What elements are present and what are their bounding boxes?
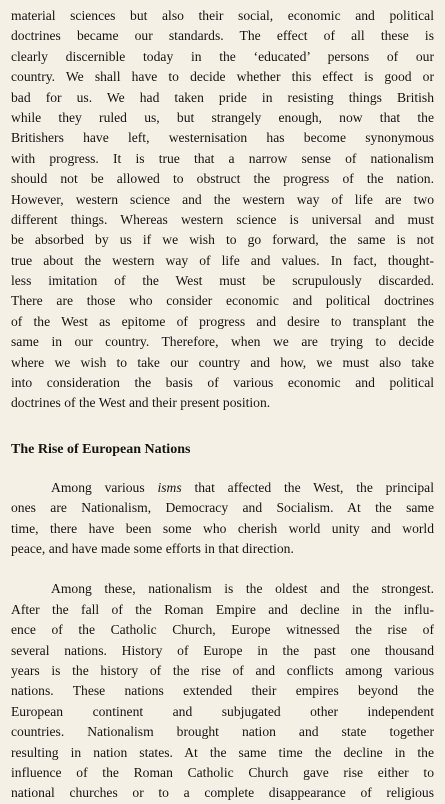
text-line: with progress. It is true that a narrow sense of nationalism (11, 150, 434, 166)
text-line: influence of the Roman Catholic Church gave rise either to (11, 764, 434, 780)
text-line: ones are Nationalism, Democracy and Socialism. At the same (11, 500, 434, 516)
paragraph-westernisation (11, 6, 434, 414)
text-line: However, western science and the western way of life are two (11, 191, 434, 207)
text-line: should not be allowed to obstruct the progress of the nation. (11, 171, 434, 187)
text-line: doctrines of the West and their present position. (11, 395, 271, 411)
text-line: clearly discernible today in the ‘educated’ persons of our (11, 48, 434, 64)
text-line: into consideration the basis of various economic and political (11, 375, 434, 391)
text-line: material sciences but also their social, economic and political (11, 8, 434, 23)
text-line: European continent and subjugated other independent (11, 703, 434, 719)
text-line: ence of the Catholic Church, Europe witnessed the rise of (11, 622, 434, 638)
text-line: several nations. History of Europe in the past one thousand (11, 642, 434, 658)
italic-term: isms (157, 479, 182, 495)
text-run: Among various (51, 479, 158, 495)
paragraph-isms (11, 478, 434, 560)
text-line: while they ruled us, but strangely enough, now that the (11, 109, 434, 125)
text-line: true about the western way of life and values. In fact, thought- (11, 252, 434, 268)
text-line: country. We shall have to decide whether this effect is good or (11, 69, 434, 85)
text-line: resulting in nation states. At the same time the decline in the (11, 744, 434, 760)
text-line: time, there have been some who cherish world unity and world (11, 520, 434, 536)
text-line: national churches or to a complete disappearance of religious (11, 785, 434, 801)
text-line: bad for us. We had taken pride in resisting things British (11, 89, 434, 105)
text-line: peace, and have made some efforts in that direction. (11, 540, 294, 556)
paragraph-spacer (11, 559, 434, 579)
document-page (11, 6, 434, 804)
text-line: less imitation of the West must be scrupulously discarded. (11, 273, 434, 289)
text-line: There are those who consider economic and political doctrines (11, 293, 434, 309)
text-run: that affected the West, the principal (181, 479, 434, 495)
text-line: where we wish to take our country and how, we must also take (11, 354, 434, 370)
section-heading: The Rise of European Nations (11, 441, 191, 457)
text-line: years is the history of the rise of and conflicts among various (11, 662, 434, 678)
text-line: Among these, nationalism is the oldest and the strongest. (51, 581, 434, 597)
text-line: different things. Whereas western science is universal and must (11, 211, 434, 227)
text-line: doctrines became our standards. The effect of all these is (11, 28, 434, 44)
text-line: countries. Nationalism brought nation and state together (11, 724, 434, 740)
text-line: of the West as epitome of progress and desire to transplant the (11, 313, 434, 329)
text-line: same in our country. Therefore, when we are trying to decide (11, 334, 434, 350)
text-line: After the fall of the Roman Empire and decline in the influ- (11, 601, 434, 617)
text-line: be absorbed by us if we wish to go forward, the same is not (11, 232, 434, 248)
text-line (11, 478, 434, 498)
text-line: Britishers have left, westernisation has become synonymous (11, 130, 434, 146)
text-line: nations. These nations extended their empires beyond the (11, 683, 434, 699)
paragraph-nationalism (11, 579, 434, 803)
